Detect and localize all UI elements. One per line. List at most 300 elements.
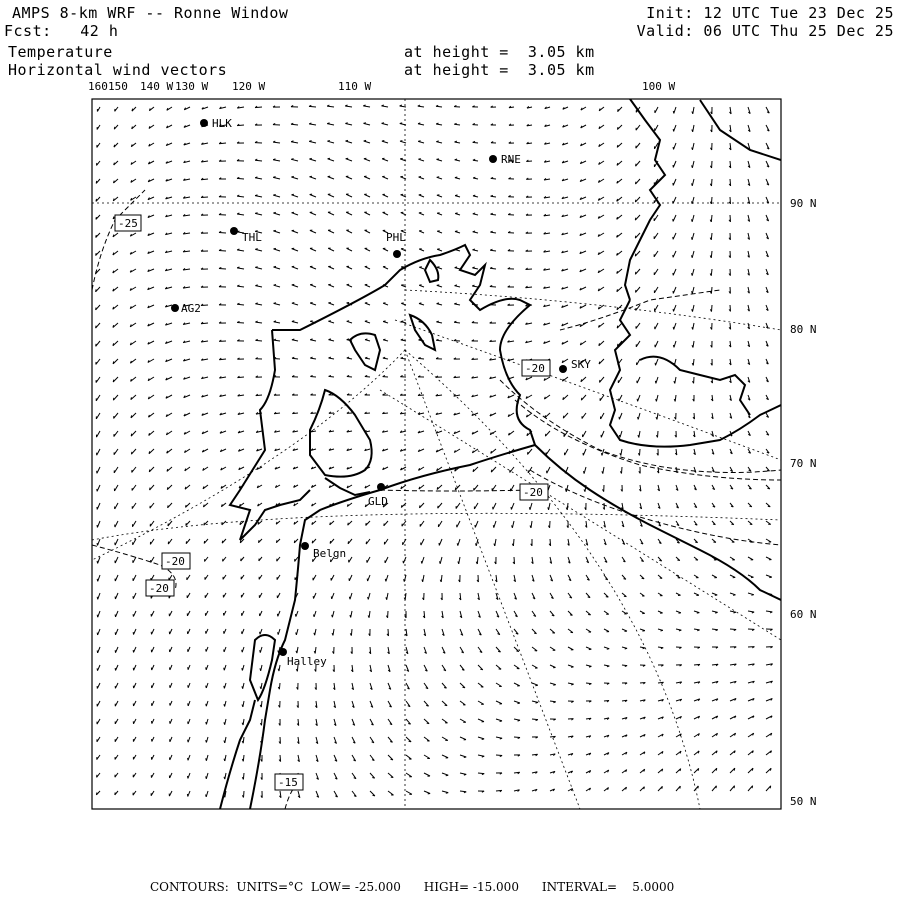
wind-vector-head <box>500 721 502 722</box>
wind-vector-head <box>188 685 189 687</box>
wind-vector <box>219 269 226 270</box>
wind-vector-head <box>224 686 225 689</box>
wind-vector <box>674 143 677 149</box>
wind-vector-head <box>260 668 261 670</box>
wind-vector <box>675 377 676 383</box>
wind-vector-head <box>292 321 294 322</box>
wind-vector-head <box>274 303 276 304</box>
wind-vector <box>97 521 100 527</box>
wind-vector <box>113 377 118 382</box>
wind-vector <box>291 142 298 143</box>
wind-vector-head <box>618 109 619 112</box>
wind-vector-head <box>401 339 403 340</box>
wind-vector <box>406 737 411 742</box>
lat-label: 80 N <box>790 323 817 336</box>
wind-vector-head <box>296 633 297 635</box>
lon-label: 140 W <box>140 80 174 93</box>
wind-vector <box>292 231 298 233</box>
wind-vector <box>115 557 118 563</box>
wind-vector <box>132 467 136 472</box>
wind-vector-head <box>96 326 97 329</box>
wind-vector-head <box>493 525 494 527</box>
wind-vector-head <box>347 339 349 340</box>
wind-vector-head <box>770 768 771 770</box>
wind-vector <box>382 159 388 161</box>
wind-vector <box>693 323 694 330</box>
wind-vector-head <box>534 633 536 634</box>
wind-vector <box>496 701 502 704</box>
forecast-hour: Fcst: 42 h <box>4 22 119 40</box>
wind-vector <box>491 467 496 472</box>
station-marker <box>171 304 179 312</box>
wind-vector <box>237 304 244 305</box>
wind-vector <box>116 611 119 617</box>
wind-vector-head <box>637 399 638 402</box>
wind-vector-head <box>436 321 438 322</box>
wind-vector <box>255 267 262 269</box>
wind-vector <box>655 341 658 347</box>
wind-vector <box>291 159 298 161</box>
wind-vector <box>346 212 352 215</box>
wind-vector <box>692 233 694 240</box>
wind-vector <box>292 249 298 251</box>
wind-vector <box>566 485 568 492</box>
wind-vector-head <box>697 613 700 614</box>
wind-vector-head <box>255 195 257 196</box>
wind-vector-head <box>383 321 386 322</box>
wind-vector-head <box>749 506 751 507</box>
wind-vector-head <box>446 775 449 776</box>
wind-vector <box>273 142 280 143</box>
wind-vector <box>545 431 550 436</box>
wind-vector <box>513 539 514 546</box>
wind-vector <box>602 449 604 456</box>
wind-vector-head <box>419 285 421 286</box>
wind-vector <box>477 557 478 564</box>
field-height: at height = 3.05 km <box>404 43 595 61</box>
wind-vector <box>673 251 676 257</box>
lat-label: 70 N <box>790 457 817 470</box>
wind-vector-head <box>635 218 636 220</box>
wind-vector <box>384 521 388 526</box>
wind-vector-head <box>186 505 187 507</box>
wind-vector <box>474 503 478 509</box>
wind-vector <box>439 539 442 545</box>
wind-vector-head <box>114 181 115 183</box>
wind-vector-head <box>734 768 735 771</box>
wind-vector <box>442 755 448 758</box>
wind-vector-head <box>291 176 293 177</box>
wind-vector <box>654 233 658 239</box>
wind-vector <box>255 160 262 161</box>
wind-vector-head <box>292 339 294 340</box>
lat-label: 60 N <box>790 608 817 621</box>
wind-vector <box>346 194 352 197</box>
wind-vector <box>424 773 430 776</box>
wind-vector-head <box>482 756 484 757</box>
wind-vector-head <box>692 291 693 293</box>
wind-vector <box>388 773 393 778</box>
wind-vector-head <box>734 612 736 613</box>
wind-vector <box>583 449 586 455</box>
wind-vector-head <box>617 289 618 291</box>
wind-vector-head <box>97 597 98 600</box>
wind-vector-head <box>617 127 618 129</box>
wind-vector <box>309 124 316 125</box>
wind-vector-head <box>437 303 439 304</box>
wind-vector-head <box>114 127 115 129</box>
wind-vector <box>219 251 226 252</box>
wind-vector <box>495 539 496 546</box>
wind-vector <box>712 179 713 186</box>
wind-vector-head <box>571 667 573 668</box>
wind-vector <box>635 215 640 220</box>
wind-vector <box>292 195 299 197</box>
wind-vector <box>621 449 622 456</box>
wind-vector-head <box>310 303 313 304</box>
wind-vector-head <box>347 357 349 358</box>
wind-vector-head <box>222 541 223 543</box>
wind-vector-head <box>274 266 277 267</box>
wind-vector <box>327 124 334 125</box>
wind-vector <box>601 413 604 419</box>
wind-vector-head <box>642 631 645 632</box>
contour-label: -20 <box>149 582 169 595</box>
wind-vector <box>327 141 334 143</box>
wind-vector-head <box>332 615 333 617</box>
wind-vector <box>673 233 676 239</box>
wind-vector <box>442 701 447 706</box>
wind-vector <box>600 395 604 401</box>
wind-vector-head <box>625 648 627 649</box>
wind-vector-head <box>680 769 681 771</box>
wind-vector-head <box>644 787 645 789</box>
wind-vector <box>363 106 370 107</box>
wind-vector <box>603 467 604 474</box>
wind-vector <box>438 503 442 508</box>
wind-vector <box>385 557 388 563</box>
wind-vector-head <box>692 309 693 311</box>
wind-vector <box>460 701 465 705</box>
wind-vector-head <box>113 380 114 382</box>
wind-vector <box>692 269 694 276</box>
wind-vector <box>273 195 280 197</box>
wind-vector <box>618 377 622 383</box>
wind-vector <box>458 539 460 546</box>
station-marker <box>489 155 497 163</box>
wind-vector-head <box>548 507 549 509</box>
wind-vector <box>98 539 101 545</box>
map-frame <box>92 99 781 809</box>
contour-legend: CONTOURS: UNITS=°C LOW= -25.000 HIGH= -15.000 INTERVAL= 5.0000 <box>150 880 675 894</box>
wind-vector <box>655 125 658 131</box>
wind-vector-head <box>188 740 189 743</box>
wind-vector <box>273 160 280 161</box>
wind-vector-head <box>349 597 350 600</box>
wind-vector <box>656 359 659 365</box>
wind-vector <box>442 773 448 775</box>
wind-vector-head <box>464 757 466 758</box>
wind-vector-head <box>382 141 384 142</box>
wind-vector-head <box>698 768 699 770</box>
wind-vector <box>635 233 640 238</box>
wind-vector-head <box>599 343 600 345</box>
wind-vector-head <box>679 613 681 614</box>
wind-vector-head <box>673 327 674 330</box>
wind-vector-head <box>224 722 225 724</box>
wind-vector <box>328 194 334 197</box>
wind-vector-head <box>131 415 132 418</box>
wind-vector-head <box>292 303 294 304</box>
wind-vector <box>328 230 334 233</box>
lon-label: 150 <box>108 80 128 93</box>
wind-vector-head <box>114 145 115 147</box>
station-marker <box>559 365 567 373</box>
station-label: GLD <box>368 495 388 508</box>
wind-vector-head <box>224 668 225 671</box>
wind-vector-head <box>206 686 207 688</box>
wind-vector-head <box>309 158 311 159</box>
wind-vector <box>244 791 245 798</box>
wind-vector-head <box>535 685 538 686</box>
wind-vector-head <box>400 141 402 142</box>
wind-vector <box>440 557 442 564</box>
wind-vector-head <box>346 158 349 159</box>
wind-vector-head <box>368 597 369 599</box>
wind-vector <box>673 215 676 221</box>
wind-vector <box>150 539 154 544</box>
wind-vector-head <box>418 141 420 142</box>
wind-vector <box>512 521 514 528</box>
wind-vector <box>421 539 424 545</box>
wind-vector-head <box>255 213 257 214</box>
wind-vector-head <box>455 177 457 178</box>
grid-lines <box>92 99 781 809</box>
wind-vector-head <box>385 579 386 582</box>
wind-vector-head <box>114 163 115 165</box>
wind-vector-head <box>769 577 772 578</box>
wind-vector-head <box>327 123 329 124</box>
wind-vector-head <box>383 339 385 340</box>
wind-vector <box>730 786 735 791</box>
wind-vector <box>748 786 753 791</box>
wind-vector-head <box>255 267 257 268</box>
temperature-contours <box>92 190 781 809</box>
wind-vector <box>693 359 694 365</box>
wind-vector-head <box>498 651 500 652</box>
wind-vector <box>493 503 496 509</box>
wind-vector-head <box>255 249 257 250</box>
wind-vector-head <box>529 507 530 510</box>
wind-vector <box>438 521 442 527</box>
station-label: Belgn <box>313 547 347 560</box>
wind-vector-head <box>473 469 474 471</box>
wind-vector <box>766 786 771 791</box>
field-name: Temperature <box>8 43 113 61</box>
wind-vector-head <box>713 524 715 525</box>
station-label: PHL <box>386 231 406 244</box>
wind-vector <box>346 159 352 161</box>
station-label: HLK <box>212 117 232 130</box>
contour-label: -20 <box>165 555 185 568</box>
wind-vector <box>582 413 586 419</box>
wind-vector <box>98 629 100 635</box>
wind-vector <box>274 285 280 287</box>
wind-vector-head <box>400 123 402 124</box>
wind-vector-head <box>662 786 663 788</box>
wind-vector-head <box>401 303 403 304</box>
wind-vector <box>460 719 466 722</box>
lat-label: 50 N <box>790 795 817 808</box>
wind-vector <box>636 323 640 329</box>
wind-vector-head <box>96 289 97 292</box>
wind-vector <box>639 431 640 438</box>
wind-vector-head <box>751 595 753 596</box>
wind-vector <box>406 755 411 759</box>
wind-vector-head <box>113 361 114 364</box>
wind-vector <box>113 395 118 400</box>
wind-vector <box>712 768 717 773</box>
wind-vector <box>328 177 334 179</box>
wind-vector <box>150 521 154 526</box>
wind-vector <box>674 341 676 347</box>
wind-vector-head <box>716 768 717 770</box>
valid-time: Valid: 06 UTC Thu 25 Dec 25 <box>636 22 894 40</box>
wind-vector-head <box>391 759 393 760</box>
wind-vector <box>655 107 658 113</box>
wind-vector <box>460 683 465 688</box>
wind-vector <box>636 179 641 184</box>
wind-vector-head <box>673 111 674 113</box>
wind-vector <box>115 521 118 527</box>
wind-vector <box>255 322 262 323</box>
wind-vector <box>693 125 694 132</box>
wind-vector <box>635 251 640 256</box>
wind-vector <box>219 233 226 234</box>
wind-vector-head <box>96 793 97 795</box>
station-label: SKY <box>571 358 591 371</box>
wind-vector-head <box>570 615 572 616</box>
wind-vector <box>657 413 658 419</box>
wind-vector <box>424 755 430 759</box>
wind-vector-head <box>386 597 387 599</box>
wind-vector-head <box>418 159 420 160</box>
wind-vector <box>349 575 352 581</box>
wind-vector-head <box>291 141 293 142</box>
wind-vector-head <box>563 416 564 419</box>
wind-vector <box>255 196 262 197</box>
wind-vector-head <box>206 795 207 797</box>
wind-vector-head <box>418 123 420 124</box>
wind-vector <box>364 141 370 143</box>
wind-vector <box>387 593 388 600</box>
wind-vector <box>255 304 262 305</box>
wind-vector-head <box>96 217 97 219</box>
wind-vector-head <box>437 285 440 286</box>
wind-vector-head <box>473 231 475 232</box>
wind-vector <box>711 233 712 240</box>
wind-vector-head <box>328 321 331 322</box>
wind-vector-head <box>553 685 555 686</box>
wind-vector-head <box>606 597 609 598</box>
wind-vector-head <box>715 612 717 613</box>
wind-vector <box>96 395 100 401</box>
wind-vector <box>345 124 352 126</box>
station-marker <box>279 648 287 656</box>
wind-vector <box>364 123 371 125</box>
wind-vector-head <box>224 759 225 761</box>
wind-vector-head <box>404 579 405 581</box>
wind-vector-head <box>96 308 97 310</box>
wind-vector <box>511 503 514 510</box>
wind-vector <box>655 323 658 329</box>
wind-vector-head <box>312 541 313 544</box>
wind-vector-head <box>463 687 466 688</box>
wind-vector-head <box>365 339 367 340</box>
wind-vector <box>133 539 136 545</box>
wind-vector <box>635 197 640 202</box>
wind-vector <box>654 269 658 275</box>
wind-vector <box>309 159 316 161</box>
wind-vector-head <box>345 123 347 124</box>
wind-vector <box>386 575 388 581</box>
wind-vector-head <box>347 321 349 322</box>
wind-vector-head <box>635 236 636 238</box>
wind-vector-head <box>661 630 663 631</box>
station-marker <box>200 119 208 127</box>
wind-vector-head <box>278 651 279 653</box>
wind-vector <box>510 467 514 473</box>
wind-vector <box>274 267 281 269</box>
wind-vector-head <box>692 148 693 150</box>
wind-vector <box>150 503 154 508</box>
lon-label: 100 W <box>642 80 676 93</box>
wind-vector <box>476 539 478 546</box>
wind-vector <box>692 179 694 186</box>
wind-vector <box>617 323 622 328</box>
wind-vector <box>96 413 100 419</box>
wind-vector <box>98 593 100 599</box>
wind-vector <box>636 161 640 166</box>
wind-vector <box>692 287 694 294</box>
wind-vector-head <box>132 109 133 112</box>
wind-vector-head <box>401 505 402 507</box>
wind-vector-head <box>206 740 207 742</box>
wind-vector <box>693 107 694 114</box>
wind-vector <box>273 177 280 179</box>
wind-vector-head <box>588 597 590 598</box>
wind-vector <box>149 467 154 472</box>
wind-vector-head <box>677 560 679 561</box>
wind-vector-head <box>659 560 661 561</box>
wind-vector <box>114 431 118 437</box>
wind-vector-head <box>97 615 98 618</box>
wind-vector-head <box>436 141 438 142</box>
latitude-labels <box>790 197 817 808</box>
wind-vector <box>692 161 694 168</box>
wind-vector <box>474 485 478 490</box>
wind-vector <box>115 503 118 509</box>
wind-vector-head <box>259 540 260 543</box>
wind-vector <box>530 503 532 510</box>
wind-vector-head <box>752 768 753 771</box>
wind-vector <box>442 719 448 723</box>
wind-vector-head <box>419 303 421 304</box>
wind-vector-head <box>692 237 693 239</box>
wind-vector <box>584 467 586 474</box>
wind-vector-head <box>292 212 294 213</box>
wind-vector-head <box>419 177 421 178</box>
